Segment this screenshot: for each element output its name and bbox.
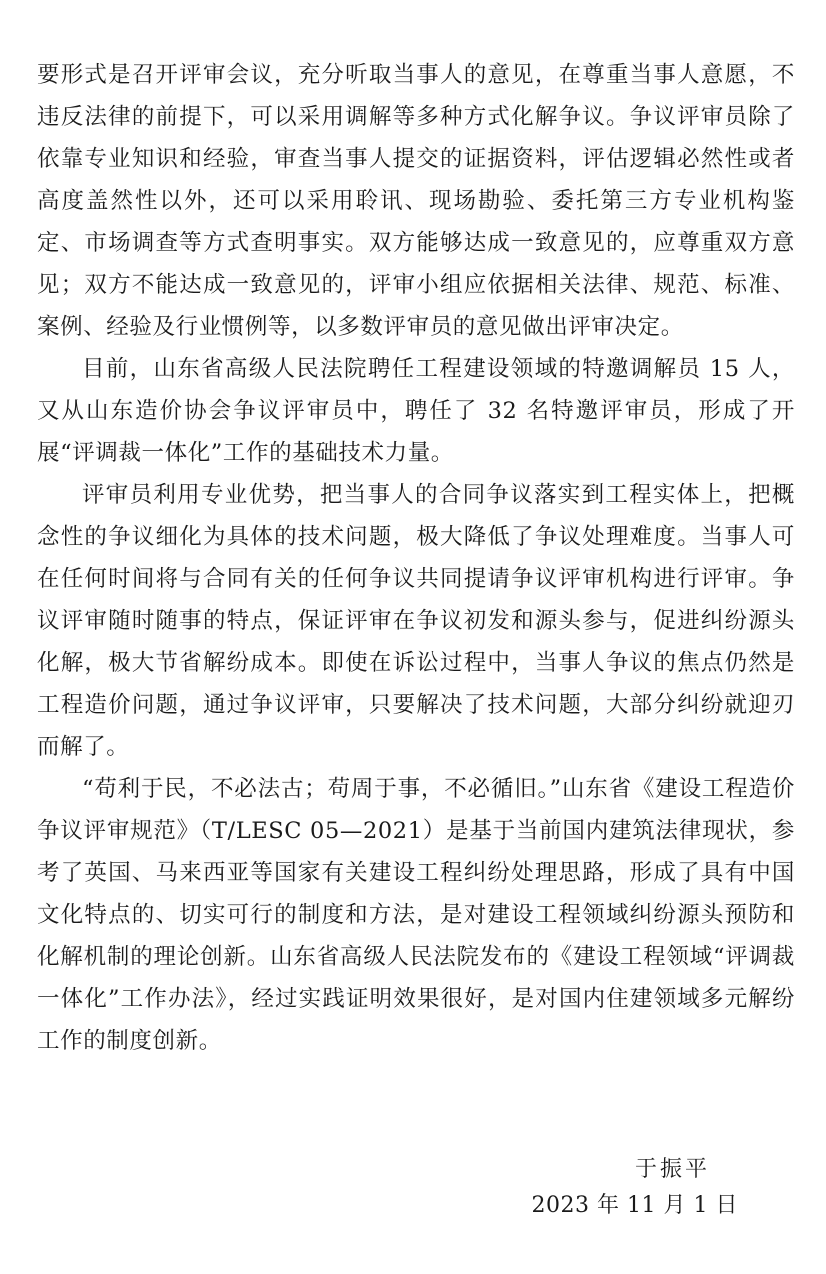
document-body — [37, 54, 795, 1062]
paragraph-innovation: “苟利于民，不必法古；苟周于事，不必循旧。”山东省《建设工程造价争议评审规范》（T/LESC 05—2021）是基于当前国内建筑法律现状，参考了英国、马来西亚等国家有关建设工程纠纷处理思路，形成了具有中国文化特点的、切实可行的制度和方法，是对建设工程领域纠纷源头预防和化解机制的理论创新。山东省高级人民法院发布的《建设工程领域“评调裁一体化”工作办法》，经过实践证明效果很好，是对国内住建领域多元解纷工作的制度创新。 — [37, 776, 795, 1054]
signature-name: 于振平 — [634, 1157, 710, 1182]
paragraph-continuation: 要形式是召开评审会议，充分听取当事人的意见，在尊重当事人意愿，不违反法律的前提下，可以采用调解等多种方式化解争议。争议评审员除了依靠专业知识和经验，审查当事人提交的证据资料，评估逻辑必然性或者高度盖然性以外，还可以采用聆讯、现场勘验、委托第三方专业机构鉴定、市场调查等方式查明事实。双方能够达成一致意见的，应尊重双方意见；双方不能达成一致意见的，评审小组应依据相关法律、规范、标准、案例、经验及行业惯例等，以多数评审员的意见做出评审决定。 — [37, 62, 795, 340]
paragraph-mediators: 目前，山东省高级人民法院聘任工程建设领域的特邀调解员 15 人，又从山东造价协会争议评审员中，聘任了 32 名特邀评审员，形成了开展“评调裁一体化”工作的基础技术力量。 — [37, 356, 795, 466]
signature-block — [532, 1152, 738, 1224]
signature-date: 2023 年 11 月 1 日 — [531, 1193, 738, 1218]
paragraph-reviewers: 评审员利用专业优势，把当事人的合同争议落实到工程实体上，把概念性的争议细化为具体的技术问题，极大降低了争议处理难度。当事人可在任何时间将与合同有关的任何争议共同提请争议评审机构进行评审。争议评审随时随事的特点，保证评审在争议初发和源头参与，促进纠纷源头化解，极大节省解纷成本。即使在诉讼过程中，当事人争议的焦点仍然是工程造价问题，通过争议评审，只要解决了技术问题，大部分纠纷就迎刃而解了。 — [37, 482, 795, 760]
